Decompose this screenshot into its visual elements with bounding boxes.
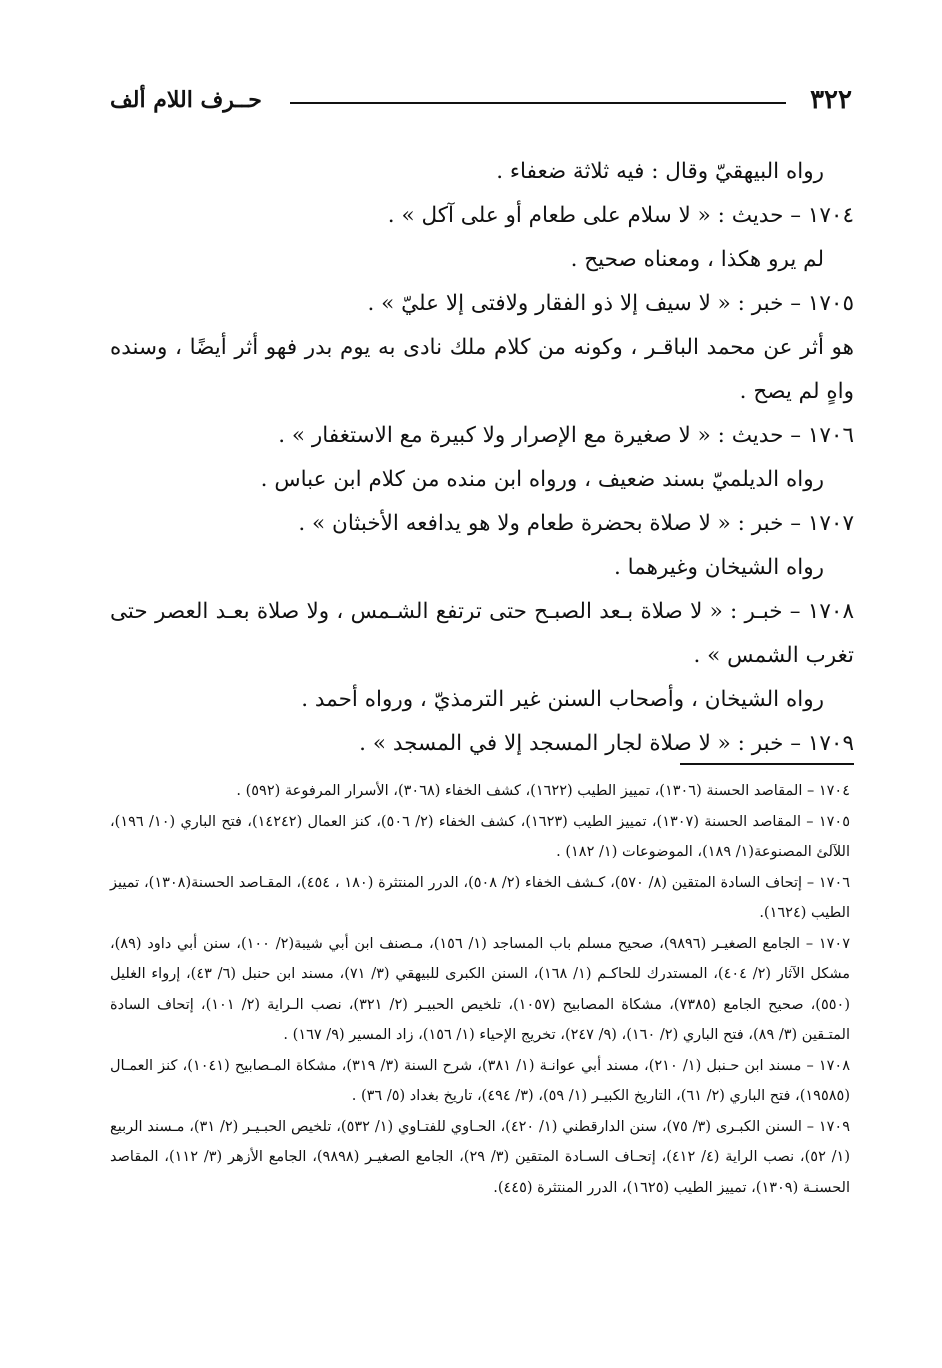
header-rule <box>290 102 786 104</box>
footnote-1706: ١٧٠٦ – إتحاف السادة المتقين (٨/ ٥٧٠)، كـشف الخفاء (٢/ ٥٠٨)، الدرر المنتثرة (١٨٠ ، ٤٥٤)، المقـاصد الحسنة(١٣٠٨)، تمييز الطيب (١٦٢٤). <box>110 874 851 921</box>
footnote-1707: ١٧٠٧ – الجامع الصغيـر (٩٨٩٦)، صحيح مسلم باب المساجد (١/ ١٥٦)، مـصنف ابن أبي شيبة(٢/ ١٠٠)، سنن أبي داود (٨٩)، مشكل الآثار (٢/ ٤٠٤)، المستدرك للحاكـم (١/ ١٦٨)، السنن الكبرى للبيهقي (٣/ ٧١)، مسند ابن حنبل (٦/ ٤٣)، إرواء الغليل (٥٥٠)، صحيح الجامع (٧٣٨٥)، مشكاة المصابيح (١٠٥٧)، تلخيص الحبيـر (٢/ ٣٢١)، نصب الـراية (٢/ ١٠١)، إتحاف السادة المتـقين (٣/ ٨٩)، فتح الباري (٢/ ١٦٠)، (٩/ ٢٤٧)، تخريج الإحياء (١/ ١٥٦)، زاد المسير (٩/ ١٦٧) . <box>110 935 851 1043</box>
hadith-entry-1707: ١٧٠٧ – خبر : « لا صلاة بحضرة طعام ولا هو يدافعه الأخبثان » . <box>298 511 854 536</box>
hadith-entry-1709: ١٧٠٩ – خبر : « لا صلاة لجار المسجد إلا في المسجد » . <box>359 731 854 756</box>
footnote-1704: ١٧٠٤ – المقاصد الحسنة (١٣٠٦)، تمييز الطيب (١٦٢٢)، كشف الخفاء (٣٠٦٨)، الأسرار المرفوعة (٥٩٢) . <box>236 783 850 799</box>
footnote-separator <box>680 763 854 765</box>
narration-note: لم يرو هكذا ، ومعناه صحيح . <box>570 247 824 272</box>
hadith-entry-1704: ١٧٠٤ – حديث : « لا سلام على طعام أو على آكل » . <box>387 203 854 228</box>
page-header <box>110 80 852 120</box>
hadith-entry-1708: ١٧٠٨ – خبـر : « لا صلاة بـعد الصبـح حتى ترتفع الشـمس ، ولا صلاة بعـد العصر حتى تغرب الشمس » . <box>110 599 854 668</box>
narration-note: رواه البيهقيّ وقال : فيه ثلاثة ضعفاء . <box>496 159 824 184</box>
footnote-1708: ١٧٠٨ – مسند ابن حـنبل (١/ ٢١٠)، مسند أبي عوانـة (١/ ٣٨١)، شرح السنة (٣/ ٣١٩)، مشكاة المـصابيح (١٠٤١)، كنز العمـال (١٩٥٨٥)، فتح الباري (٢/ ٦١)، التاريخ الكبيـر (١/ ٥٩)، (٣/ ٤٩٤)، تاريخ بغداد (٥/ ٣٦) . <box>110 1057 851 1104</box>
narration-note: رواه الديلميّ بسند ضعيف ، ورواه ابن منده من كلام ابن عباس . <box>260 467 824 492</box>
narration-note: رواه الشيخان ، وأصحاب السنن غير الترمذيّ ، ورواه أحمد . <box>301 687 824 712</box>
hadith-entry-1705: ١٧٠٥ – خبر : « لا سيف إلا ذو الفقار ولافتى إلا عليّ » . <box>367 291 854 316</box>
running-title: حــرف اللام ألف <box>110 87 262 113</box>
narration-paragraph: هو أثر عن محمد الباقـر ، وكونه من كلام ملك نادى به يوم بدر فهو أثر أيضًا ، وسنده واهٍ لم يصح . <box>110 335 854 404</box>
footnote-1709: ١٧٠٩ – السنن الكبـرى (٣/ ٧٥)، سنن الدارقطني (١/ ٤٢٠)، الحـاوي للفتـاوي (١/ ٥٣٢)، تلخيص الحبـيـر (٢/ ٣١)، مـسند الربيع (١/ ٥٢)، نصب الراية (٤/ ٤١٢)، إتحـاف السـادة المتقين (٣/ ٢٩)، الجامع الصغيـر (٩٨٩٨)، الجامع الأزهر (٣/ ١١٢)، المقاصد الحسنـة (١٣٠٩)، تمييز الطيب (١٦٢٥)، الدرر المنتثرة (٤٤٥). <box>110 1118 851 1196</box>
footnote-1705: ١٧٠٥ – المقاصد الحسنة (١٣٠٧)، تمييز الطيب (١٦٢٣)، كشف الخفاء (٢/ ٥٠٦)، كنز العمال (١٤٢٤٢)، فتح الباري (١٠/ ١٩٦)، اللآلئ المصنوعة(١/ ١٨٩)، الموضوعات (١/ ١٨٢) . <box>110 813 850 860</box>
footnotes <box>110 776 850 1203</box>
main-text <box>110 150 854 766</box>
hadith-entry-1706: ١٧٠٦ – حديث : « لا صغيرة مع الإصرار ولا كبيرة مع الاستغفار » . <box>278 423 854 448</box>
page-number: ٣٢٢ <box>810 85 852 115</box>
narration-note: رواه الشيخان وغيرهما . <box>613 555 824 580</box>
